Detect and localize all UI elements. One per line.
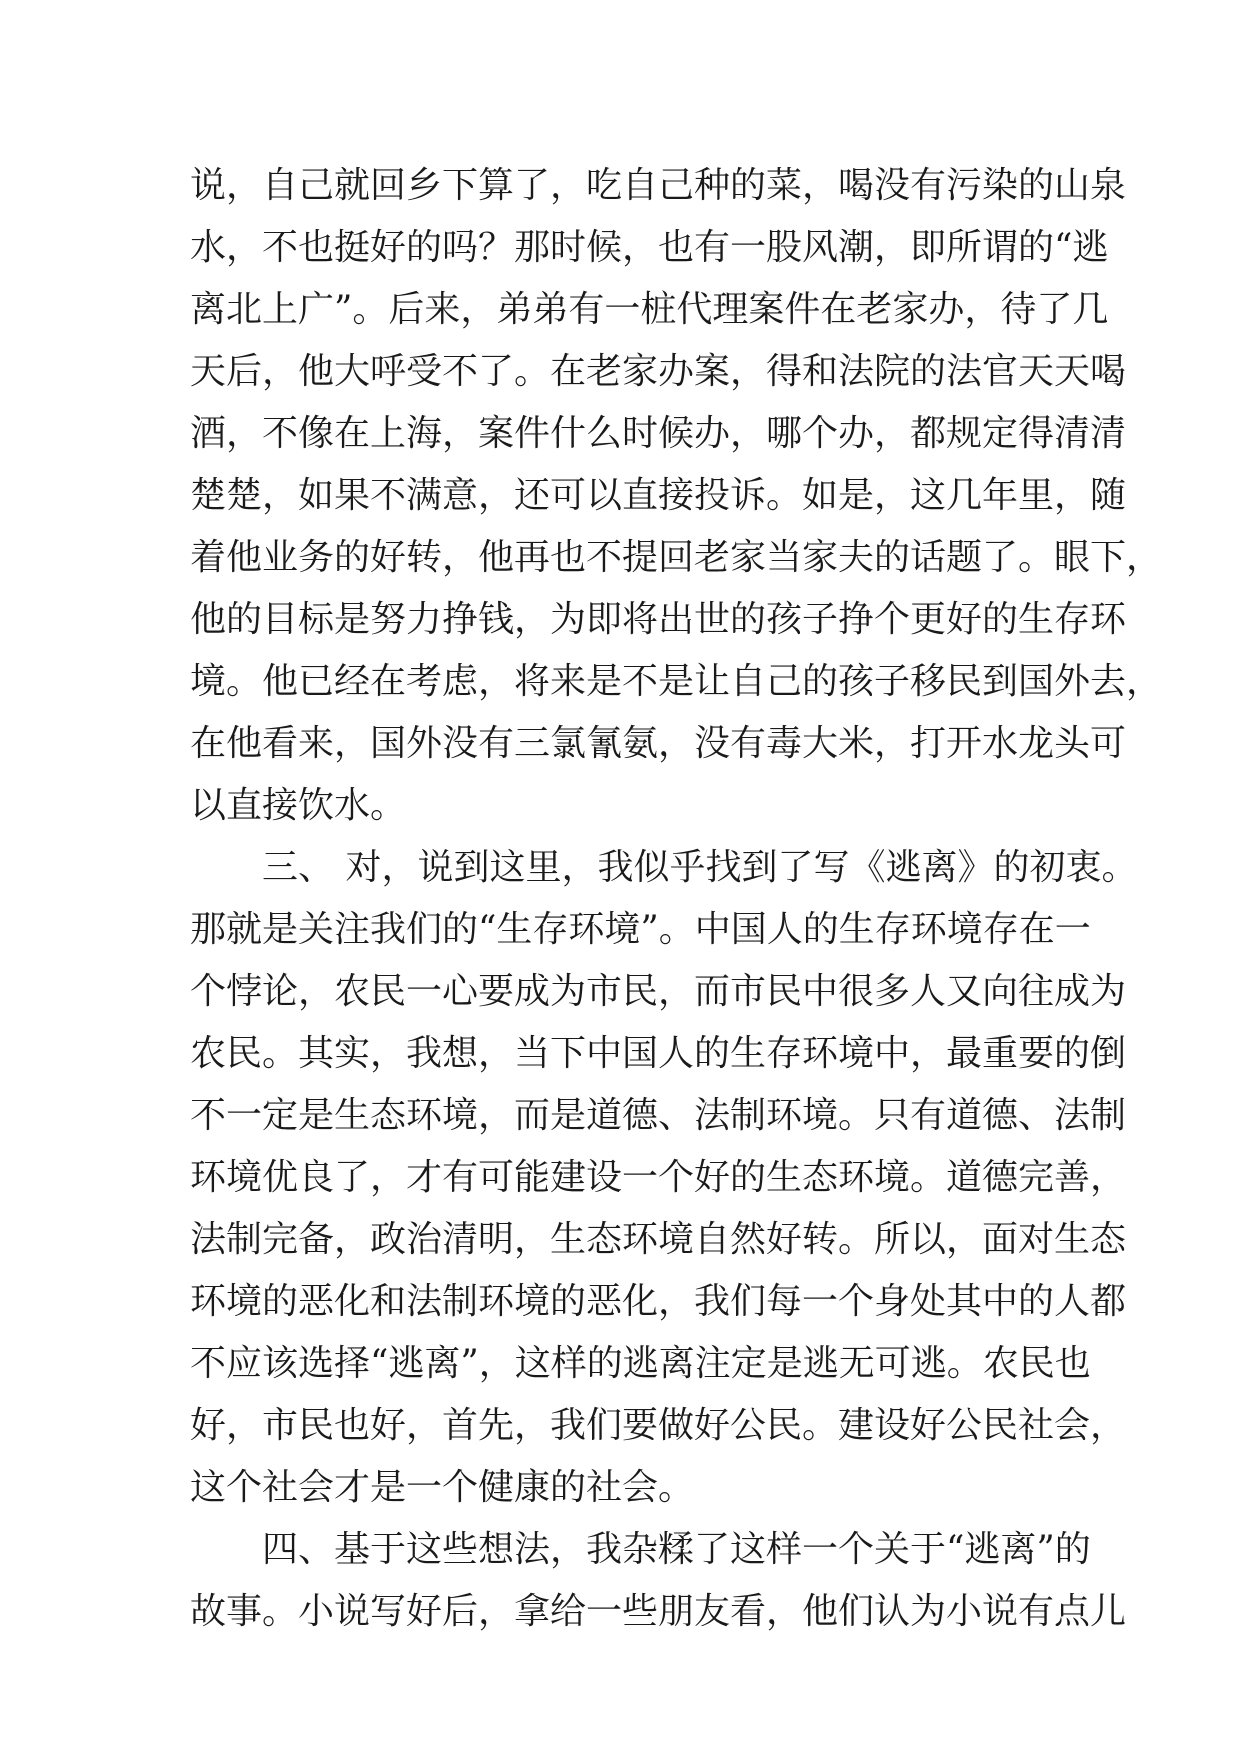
body-text	[190, 155, 1163, 1643]
text-line: 不一定是生态环境，而是道德、法制环境。只有道德、法制	[190, 1095, 1127, 1136]
text-line: 酒，不像在上海，案件什么时候办，哪个办，都规定得清清	[190, 413, 1127, 454]
text-line: 不应该选择“逃离”，这样的逃离注定是逃无可逃。农民也	[190, 1343, 1091, 1384]
text-line: 他的目标是努力挣钱，为即将出世的孩子挣个更好的生存环	[190, 599, 1127, 640]
text-line: 好，市民也好，首先，我们要做好公民。建设好公民社会，	[190, 1405, 1127, 1446]
text-line: 天后，他大呼受不了。在老家办案，得和法院的法官天天喝	[190, 351, 1127, 392]
text-line: 那就是关注我们的“生存环境”。中国人的生存环境存在一	[190, 909, 1091, 950]
text-line: 农民。其实，我想，当下中国人的生存环境中，最重要的倒	[190, 1033, 1127, 1074]
text-line: 环境的恶化和法制环境的恶化，我们每一个身处其中的人都	[190, 1281, 1127, 1322]
text-line: 楚楚，如果不满意，还可以直接投诉。如是，这几年里，随	[190, 475, 1127, 516]
text-line: 说，自己就回乡下算了，吃自己种的菜，喝没有污染的山泉	[190, 165, 1127, 206]
text-line: 水，不也挺好的吗？那时候，也有一股风潮，即所谓的“逃	[190, 227, 1109, 268]
text-line-section-4: 四、基于这些想法，我杂糅了这样一个关于“逃离”的	[262, 1529, 1091, 1570]
text-line: 这个社会才是一个健康的社会。	[190, 1467, 695, 1508]
text-line: 个悖论，农民一心要成为市民，而市民中很多人又向往成为	[190, 971, 1127, 1012]
text-line-section-3: 三、 对，说到这里，我似乎找到了写《逃离》的初衷。	[262, 847, 1138, 888]
text-line: 在他看来，国外没有三氯氰氨，没有毒大米，打开水龙头可	[190, 723, 1127, 764]
text-line: 故事。小说写好后，拿给一些朋友看，他们认为小说有点儿	[190, 1591, 1127, 1632]
text-line: 以直接饮水。	[190, 785, 407, 826]
text-line: 法制完备，政治清明，生态环境自然好转。所以，面对生态	[190, 1219, 1127, 1260]
text-line: 境。他已经在考虑，将来是不是让自己的孩子移民到国外去，	[190, 661, 1163, 702]
text-line: 环境优良了，才有可能建设一个好的生态环境。道德完善，	[190, 1157, 1127, 1198]
text-line: 离北上广”。后来，弟弟有一桩代理案件在老家办，待了几	[190, 289, 1109, 330]
text-line: 着他业务的好转，他再也不提回老家当家夫的话题了。眼下，	[190, 537, 1163, 578]
